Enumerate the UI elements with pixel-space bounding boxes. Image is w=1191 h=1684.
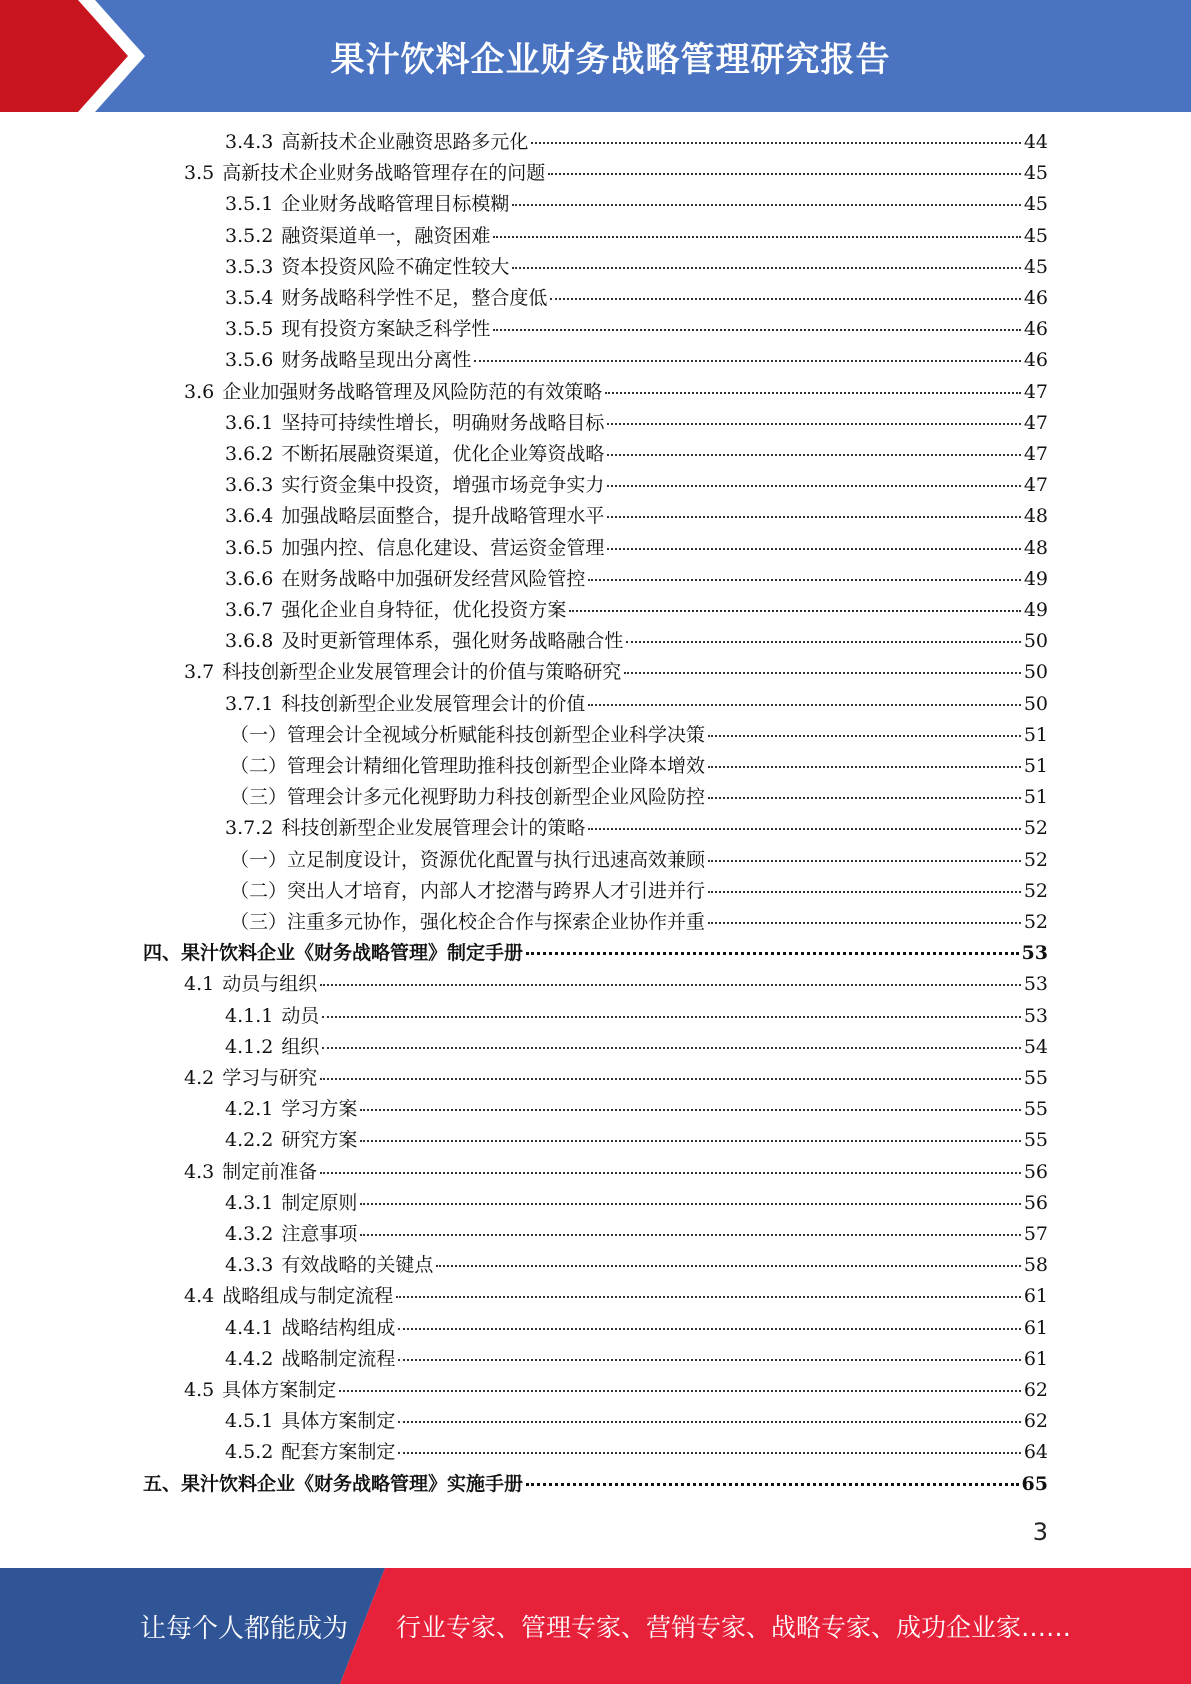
toc-entry-title: 财务战略呈现出分离性 [281,349,472,372]
toc-entry-number: 3.6.8 [225,630,274,653]
toc-entry[interactable] [225,252,1048,283]
toc-entry-title: （二）突出人才培育，内部人才挖潜与跨界人才引进并行 [230,879,706,902]
toc-entry-page: 46 [1023,287,1048,309]
toc-entry-number: 3.5.5 [225,318,274,341]
toc-entry[interactable] [225,408,1048,439]
toc-entry[interactable] [225,501,1048,532]
toc-entry-page: 52 [1023,848,1048,871]
toc-entry-number: 3.7.2 [225,817,274,840]
toc-entry-number: 3.6.7 [225,599,274,621]
toc-entry[interactable] [184,158,1048,189]
toc-entry[interactable] [225,1125,1048,1156]
toc-entry-number: 3.6.5 [225,536,274,559]
toc-entry[interactable] [225,1437,1048,1468]
toc-dot-leader [512,267,1020,269]
toc-entry-page: 45 [1023,193,1048,216]
toc-entry[interactable] [225,1344,1048,1375]
toc-entry[interactable] [184,1063,1048,1094]
toc-entry-page: 46 [1023,318,1048,341]
toc-entry[interactable] [225,314,1048,345]
toc-entry-title: 配套方案制定 [281,1441,396,1464]
toc-entry[interactable] [230,751,1048,782]
toc-dot-leader [708,922,1021,924]
toc-entry-number: 4.1.1 [225,1004,274,1027]
toc-entry-number: 3.5.4 [225,287,274,309]
toc-dot-leader [398,1452,1020,1454]
toc-entry-number: 4.1 [184,973,215,996]
toc-entry-number: 3.6.6 [225,567,274,590]
toc-entry[interactable] [143,1469,1048,1500]
toc-dot-leader [320,1078,1021,1080]
toc-dot-leader [607,548,1020,550]
toc-entry-number: 4.2 [184,1067,215,1089]
toc-dot-leader [436,1265,1020,1267]
toc-entry[interactable] [225,1250,1048,1281]
toc-entry[interactable] [184,1157,1048,1188]
toc-entry-page: 51 [1023,786,1048,809]
toc-entry-page: 56 [1023,1160,1048,1183]
toc-entry-title: 企业财务战略管理目标模糊 [281,193,510,216]
toc-entry[interactable] [225,689,1048,720]
toc-dot-leader [607,423,1020,425]
page-number: 3 [1032,1518,1048,1546]
toc-entry-title: 研究方案 [281,1129,358,1152]
report-title: 果汁饮料企业财务战略管理研究报告 [330,39,891,80]
toc-entry[interactable] [143,938,1048,969]
toc-dot-leader [588,828,1020,830]
toc-entry-page: 46 [1023,349,1048,372]
toc-entry-number: 4.3.1 [225,1191,274,1214]
toc-dot-leader [607,485,1020,487]
toc-entry[interactable] [184,1281,1048,1312]
toc-entry-number: 3.6 [184,380,215,403]
toc-entry[interactable] [230,845,1048,876]
toc-entry[interactable] [225,564,1048,595]
toc-dot-leader [588,704,1020,706]
toc-entry-page: 53 [1023,1004,1048,1027]
toc-entry-page: 53 [1023,973,1048,996]
toc-entry-title: 学习方案 [281,1098,358,1121]
toc-entry-number: 3.5.3 [225,255,274,278]
toc-entry-page: 62 [1023,1379,1048,1401]
toc-dot-leader [588,579,1020,581]
toc-entry-title: 在财务战略中加强研发经营风险管控 [281,567,586,590]
toc-entry-page: 51 [1023,723,1048,746]
toc-entry-page: 47 [1023,411,1048,434]
toc-entry-page: 53 [1021,942,1048,965]
toc-entry-number: 3.6.1 [225,411,274,434]
toc-entry[interactable] [184,377,1048,408]
toc-entry-number: 4.1.2 [225,1035,274,1058]
toc-dot-leader [708,766,1021,768]
toc-entry-title: 企业加强财务战略管理及风险防范的有效策略 [222,380,603,403]
toc-entry-page: 52 [1023,817,1048,840]
toc-dot-leader [708,797,1021,799]
toc-entry-title: 制定原则 [281,1191,358,1214]
toc-entry-page: 51 [1023,755,1048,777]
toc-entry-number: 4.3.3 [225,1254,274,1277]
toc-entry-page: 47 [1023,443,1048,465]
toc-entry-title: 战略组成与制定流程 [222,1285,394,1308]
toc-dot-leader [708,860,1021,862]
toc-dot-leader [626,641,1020,643]
toc-entry-number: 4.4.1 [225,1316,274,1339]
toc-entry-number: 3.7.1 [225,692,274,715]
toc-entry-title: 动员 [281,1004,320,1027]
toc-entry-number: 4.2.2 [225,1129,274,1152]
toc-entry[interactable] [225,1032,1048,1063]
toc-dot-leader [493,236,1020,238]
toc-dot-leader [398,1359,1020,1361]
page-footer [0,1568,1191,1684]
toc-entry[interactable] [225,813,1048,844]
toc-entry-title: （三）管理会计多元化视野助力科技创新型企业风险防控 [230,786,706,809]
toc-entry-page: 56 [1023,1191,1048,1214]
toc-entry-page: 49 [1023,567,1048,590]
toc-entry-title: 及时更新管理体系，强化财务战略融合性 [281,630,624,653]
toc-entry-title: 具体方案制定 [281,1410,396,1433]
toc-entry-title: 科技创新型企业发展管理会计的策略 [281,817,586,840]
toc-entry-title: 动员与组织 [222,973,318,996]
toc-entry[interactable] [225,345,1048,376]
toc-entry-number: 3.5.2 [225,224,274,247]
toc-entry-page: 61 [1023,1285,1048,1308]
toc-entry-page: 52 [1023,879,1048,902]
toc-dot-leader [569,610,1020,612]
toc-entry-title: 五、果汁饮料企业《财务战略管理》实施手册 [143,1472,524,1495]
toc-entry[interactable] [225,470,1048,501]
toc-entry-number: 3.6.4 [225,505,274,528]
toc-entry-page: 55 [1023,1067,1048,1089]
toc-dot-leader [398,1421,1020,1423]
toc-dot-leader [360,1109,1020,1111]
toc-dot-leader [322,1047,1020,1049]
toc-entry[interactable] [225,626,1048,657]
toc-entry[interactable] [225,127,1048,158]
toc-entry[interactable] [225,283,1048,314]
toc-entry-title: 高新技术企业融资思路多元化 [281,131,529,153]
toc-entry-page: 47 [1023,380,1048,403]
toc-dot-leader [360,1140,1020,1142]
toc-entry-number: 4.4.2 [225,1347,274,1370]
toc-entry-page: 65 [1021,1472,1048,1495]
toc-dot-leader [360,1203,1020,1205]
toc-entry-title: 资本投资风险不确定性较大 [281,255,510,278]
toc-entry-number: 4.5.1 [225,1410,274,1433]
toc-dot-leader [398,1328,1020,1330]
toc-entry-title: 加强内控、信息化建设、营运资金管理 [281,536,605,559]
toc-entry-number: 4.2.1 [225,1098,274,1121]
toc-dot-leader [708,735,1021,737]
toc-entry-title: （一）立足制度设计，资源优化配置与执行迅速高效兼顾 [230,848,706,871]
toc-entry[interactable] [225,439,1048,470]
toc-entry-title: （一）管理会计全视域分析赋能科技创新型企业科学决策 [230,723,706,746]
toc-entry-page: 62 [1023,1410,1048,1433]
toc-entry[interactable] [225,1001,1048,1032]
toc-entry-number: 4.5 [184,1379,215,1401]
toc-entry-number: 4.3 [184,1160,215,1183]
toc-entry-page: 50 [1023,692,1048,715]
toc-entry-page: 45 [1023,224,1048,247]
toc-dot-leader [493,329,1020,331]
toc-entry[interactable] [225,533,1048,564]
header-arrow-decoration [0,0,160,112]
toc-entry[interactable] [230,720,1048,751]
toc-entry-page: 52 [1023,911,1048,933]
toc-entry[interactable] [230,782,1048,813]
toc-entry-title: 学习与研究 [222,1067,318,1089]
toc-entry-title: 四、果汁饮料企业《财务战略管理》制定手册 [143,942,524,965]
toc-entry-title: 具体方案制定 [222,1379,337,1401]
toc-entry-page: 57 [1023,1223,1048,1245]
toc-dot-leader [624,672,1021,674]
toc-dot-leader [339,1390,1021,1392]
toc-entry-page: 61 [1023,1347,1048,1370]
toc-entry-page: 48 [1023,536,1048,559]
toc-dot-leader [360,1234,1020,1236]
toc-dot-leader [607,516,1020,518]
toc-dot-leader [548,173,1021,175]
toc-entry-page: 50 [1023,630,1048,653]
toc-entry[interactable] [225,1188,1048,1219]
toc-entry-page: 50 [1023,661,1048,684]
toc-entry-number: 3.6.2 [225,443,274,465]
toc-entry[interactable] [184,969,1048,1000]
toc-entry-title: 坚持可持续性增长，明确财务战略目标 [281,411,605,434]
toc-entry-title: 注意事项 [281,1223,358,1245]
toc-dot-leader [531,142,1020,144]
footer-slogan-right: 行业专家、管理专家、营销专家、战略专家、成功企业家…… [396,1613,1072,1642]
toc-entry-number: 3.5 [184,162,215,185]
toc-entry-title: 战略结构组成 [281,1316,396,1339]
toc-entry[interactable] [230,907,1048,938]
toc-dot-leader [320,984,1021,986]
toc-entry-title: 实行资金集中投资，增强市场竞争实力 [281,474,605,497]
toc-entry[interactable] [225,595,1048,626]
toc-entry-title: 组织 [281,1035,320,1058]
toc-entry[interactable] [230,876,1048,907]
toc-entry[interactable] [184,657,1048,688]
toc-dot-leader [607,454,1020,456]
toc-entry-title: 加强战略层面整合，提升战略管理水平 [281,505,605,528]
toc-entry-page: 55 [1023,1098,1048,1121]
toc-entry-title: 强化企业自身特征，优化投资方案 [281,599,567,621]
toc-entry-number: 3.5.1 [225,193,274,216]
toc-entry[interactable] [225,189,1048,220]
toc-dot-leader [320,1172,1021,1174]
toc-entry-title: 有效战略的关键点 [281,1254,434,1277]
toc-dot-leader [396,1296,1021,1298]
toc-entry-title: 不断拓展融资渠道，优化企业筹资战略 [281,443,605,465]
toc-entry-title: 现有投资方案缺乏科学性 [281,318,491,341]
toc-entry[interactable] [225,1406,1048,1437]
toc-dot-leader [512,204,1020,206]
toc-dot-leader [526,1483,1019,1486]
toc-entry-page: 47 [1023,474,1048,497]
toc-dot-leader [605,392,1021,394]
toc-entry-title: 科技创新型企业发展管理会计的价值与策略研究 [222,661,622,684]
toc-entry-number: 3.5.6 [225,349,274,372]
toc-entry-number: 3.4.3 [225,131,274,153]
toc-entry-page: 48 [1023,505,1048,528]
toc-entry-page: 64 [1023,1441,1048,1464]
toc-entry-page: 58 [1023,1254,1048,1277]
toc-entry-title: 战略制定流程 [281,1347,396,1370]
toc-entry-title: 融资渠道单一，融资困难 [281,224,491,247]
toc-entry-title: 科技创新型企业发展管理会计的价值 [281,692,586,715]
footer-slogan-left: 让每个人都能成为 [140,1613,349,1644]
toc-entry-page: 45 [1023,162,1048,185]
toc-entry[interactable] [225,221,1048,252]
toc-entry-number: 4.3.2 [225,1223,274,1245]
toc-entry-number: 3.6.3 [225,474,274,497]
toc-entry-number: 4.4 [184,1285,215,1308]
toc-entry[interactable] [225,1094,1048,1125]
toc-dot-leader [708,891,1021,893]
page-header [0,0,1191,112]
toc-entry-page: 49 [1023,599,1048,621]
toc-entry-title: 财务战略科学性不足，整合度低 [281,287,548,309]
toc-entry[interactable] [184,1375,1048,1406]
toc-entry-page: 54 [1023,1035,1048,1058]
toc-entry-page: 61 [1023,1316,1048,1339]
toc-dot-leader [322,1016,1020,1018]
toc-entry-page: 55 [1023,1129,1048,1152]
toc-entry[interactable] [225,1219,1048,1250]
toc-dot-leader [550,298,1020,300]
toc-entry-number: 3.7 [184,661,215,684]
toc-entry-title: 制定前准备 [222,1160,318,1183]
toc-entry-title: （三）注重多元协作，强化校企合作与探索企业协作并重 [230,911,706,933]
toc-entry[interactable] [225,1313,1048,1344]
toc-entry-page: 44 [1023,131,1048,153]
toc-dot-leader [526,952,1019,955]
toc-entry-page: 45 [1023,255,1048,278]
toc-entry-title: 高新技术企业财务战略管理存在的问题 [222,162,546,185]
toc-entry-title: （二）管理会计精细化管理助推科技创新型企业降本增效 [230,755,706,777]
toc-entry-number: 4.5.2 [225,1441,274,1464]
toc-dot-leader [474,360,1020,362]
